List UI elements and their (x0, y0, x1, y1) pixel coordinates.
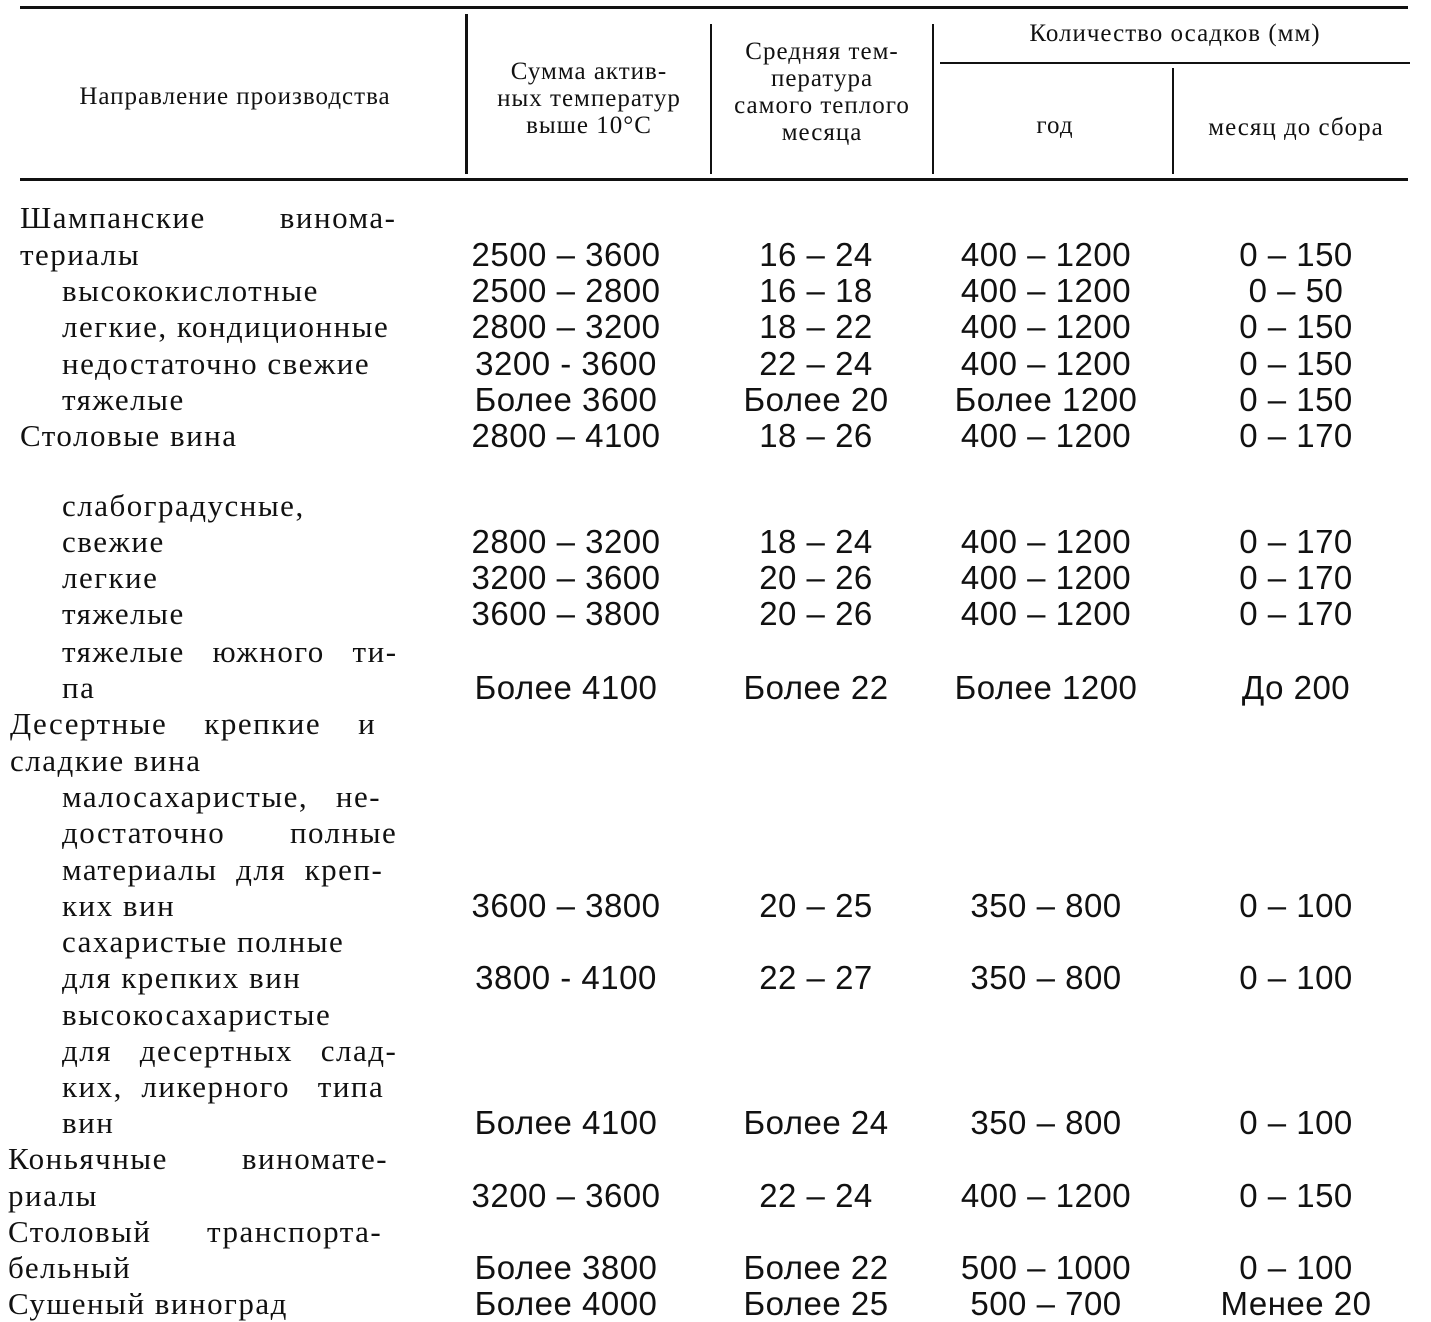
row-label: для десертных слад- (62, 1033, 398, 1068)
header-direction: Направление производства (79, 83, 391, 110)
cell-year: 400 – 1200 (960, 345, 1132, 382)
cell-sum: Более 4100 (474, 1104, 658, 1141)
cell-temp: Более 24 (743, 1104, 889, 1141)
precip-split-rule (940, 62, 1410, 64)
cell-sum: 3200 – 3600 (471, 1177, 661, 1214)
header-year: год (1036, 112, 1074, 139)
cell-sum: 3200 - 3600 (475, 345, 657, 382)
cell-year: 400 – 1200 (960, 236, 1132, 273)
cell-month: 0 – 100 (1239, 1249, 1353, 1286)
vline-3 (932, 24, 934, 174)
cell-sum: Более 4000 (474, 1285, 658, 1322)
row-label: малосахаристые, не- (62, 779, 382, 814)
header-precip: Количество осадков (мм) (1029, 20, 1321, 47)
header-sum-active: Сумма актив- ных температур выше 10°С (497, 58, 681, 139)
cell-year: 350 – 800 (970, 959, 1122, 996)
cell-month: 0 – 100 (1239, 959, 1353, 996)
cell-year: 350 – 800 (970, 1104, 1122, 1141)
cell-year: 400 – 1200 (960, 308, 1132, 345)
cell-sum: Более 3600 (474, 381, 658, 418)
cell-month: 0 – 170 (1239, 559, 1353, 596)
cell-year: 400 – 1200 (960, 417, 1132, 454)
cell-month: 0 – 150 (1239, 308, 1353, 345)
cell-temp: 18 – 24 (759, 523, 873, 560)
cell-temp: 16 – 18 (759, 272, 873, 309)
cell-sum: 2800 – 3200 (471, 308, 661, 345)
cell-sum: 2800 – 4100 (471, 417, 661, 454)
row-label: недостаточно свежие (62, 346, 371, 381)
vline-4 (1172, 68, 1174, 174)
row-label: Коньячные виномате- (8, 1141, 389, 1176)
row-label: тяжелые (62, 596, 185, 631)
row-label: Столовый транспорта- (8, 1214, 383, 1249)
header-avg-temp: Средняя тем- пература самого теплого месяца (734, 38, 910, 146)
row-label: Сушеный виноград (8, 1286, 288, 1321)
cell-temp: 18 – 26 (759, 417, 873, 454)
cell-year: 400 – 1200 (960, 523, 1132, 560)
cell-month: 0 – 150 (1239, 345, 1353, 382)
cell-sum: 2500 – 3600 (471, 236, 661, 273)
row-label: риалы (8, 1178, 98, 1213)
row-label: бельный (8, 1250, 132, 1285)
cell-month: 0 – 100 (1239, 1104, 1353, 1141)
row-label: териалы (20, 237, 141, 272)
row-label: сахаристые полные (62, 924, 345, 959)
cell-temp: 20 – 26 (759, 559, 873, 596)
row-label: па (62, 670, 96, 705)
row-label: слабоградусные, (62, 488, 305, 523)
cell-month: До 200 (1241, 669, 1351, 706)
cell-temp: Более 20 (743, 381, 889, 418)
row-label: Десертные крепкие и (10, 706, 377, 741)
cell-sum: 3800 - 4100 (475, 959, 657, 996)
cell-month: 0 – 150 (1239, 381, 1353, 418)
row-label: Столовые вина (20, 418, 238, 453)
cell-month: 0 – 170 (1239, 595, 1353, 632)
cell-temp: 22 – 24 (759, 1177, 873, 1214)
row-label: вин (62, 1105, 115, 1140)
cell-temp: 20 – 26 (759, 595, 873, 632)
cell-temp: Более 25 (743, 1285, 889, 1322)
row-label: ких вин (62, 888, 176, 923)
cell-year: Более 1200 (954, 381, 1138, 418)
cell-year: 400 – 1200 (960, 272, 1132, 309)
cell-sum: 3600 – 3800 (471, 887, 661, 924)
cell-year: 400 – 1200 (960, 1177, 1132, 1214)
row-label: свежие (62, 524, 165, 559)
cell-month: 0 – 150 (1239, 1177, 1353, 1214)
row-label: сладкие вина (10, 743, 202, 778)
row-label: достаточно полные (62, 815, 398, 850)
cell-temp: 22 – 24 (759, 345, 873, 382)
cell-sum: 3600 – 3800 (471, 595, 661, 632)
cell-sum: 2500 – 2800 (471, 272, 661, 309)
cell-month: 0 – 50 (1248, 272, 1344, 309)
cell-year: 500 – 700 (970, 1285, 1122, 1322)
top-rule (20, 6, 1408, 9)
cell-sum: 3200 – 3600 (471, 559, 661, 596)
row-label: тяжелые (62, 382, 185, 417)
row-label: высококислотные (62, 273, 319, 308)
cell-year: 500 – 1000 (960, 1249, 1132, 1286)
row-label: высокосахаристые (62, 997, 332, 1032)
cell-year: 400 – 1200 (960, 595, 1132, 632)
row-label: тяжелые южного ти- (62, 634, 398, 669)
cell-year: 350 – 800 (970, 887, 1122, 924)
cell-temp: 16 – 24 (759, 236, 873, 273)
header-month: месяц до сбора (1208, 114, 1384, 141)
cell-month: Менее 20 (1220, 1285, 1372, 1322)
cell-month: 0 – 170 (1239, 417, 1353, 454)
cell-temp: 22 – 27 (759, 959, 873, 996)
cell-sum: Более 3800 (474, 1249, 658, 1286)
row-label: для крепких вин (62, 960, 302, 995)
row-label: легкие, кондиционные (62, 309, 390, 344)
cell-temp: 18 – 22 (759, 308, 873, 345)
vline-1 (465, 14, 468, 174)
row-label: Шампанские винома- (20, 200, 397, 235)
cell-sum: 2800 – 3200 (471, 523, 661, 560)
header-bottom-rule (20, 178, 1408, 181)
cell-year: Более 1200 (954, 669, 1138, 706)
cell-sum: Более 4100 (474, 669, 658, 706)
cell-temp: Более 22 (743, 669, 889, 706)
cell-month: 0 – 100 (1239, 887, 1353, 924)
row-label: материалы для креп- (62, 852, 384, 887)
cell-temp: 20 – 25 (759, 887, 873, 924)
cell-month: 0 – 150 (1239, 236, 1353, 273)
cell-year: 400 – 1200 (960, 559, 1132, 596)
cell-month: 0 – 170 (1239, 523, 1353, 560)
row-label: легкие (62, 560, 159, 595)
cell-temp: Более 22 (743, 1249, 889, 1286)
row-label: ких, ликерного типа (62, 1069, 385, 1104)
